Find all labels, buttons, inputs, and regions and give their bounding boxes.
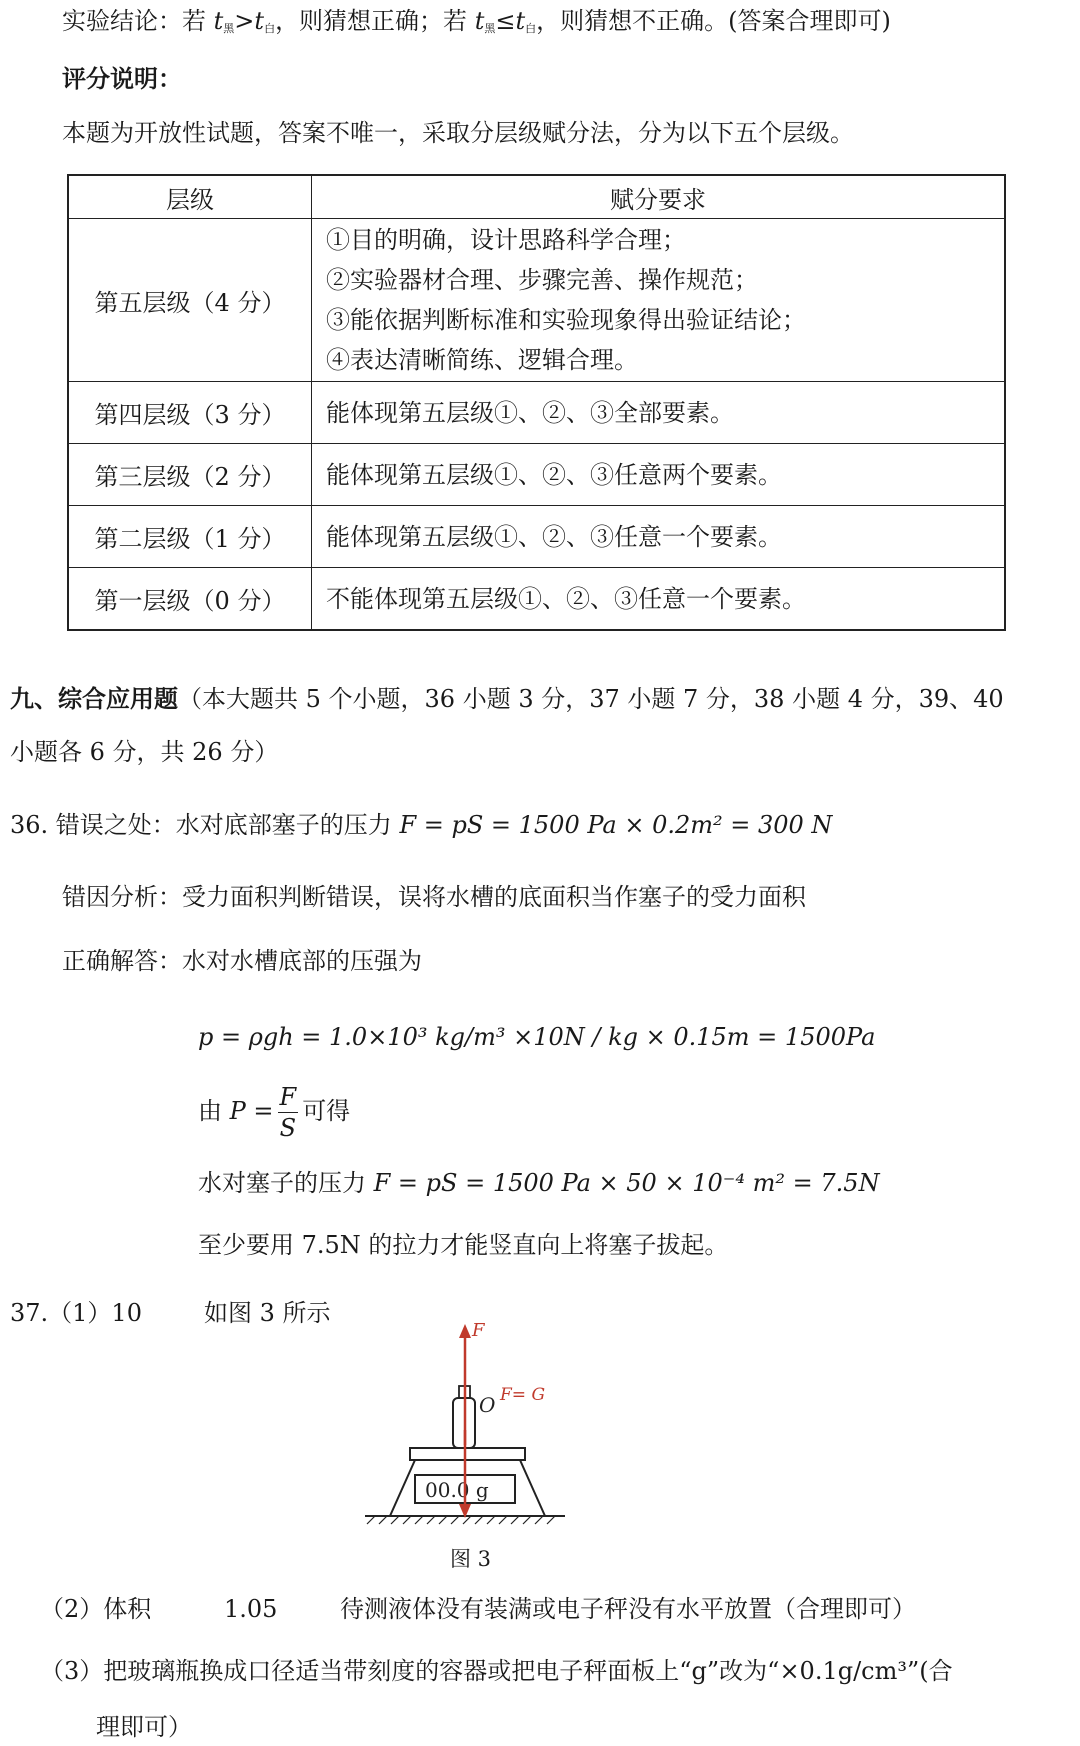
conclusion-line: [62, 4, 891, 46]
table-row: [68, 219, 1005, 382]
requirement-cell: [312, 219, 1006, 382]
scoring-heading: 评分说明：: [62, 64, 182, 93]
section9-desc2: 小题各 6 分，共 26 分）: [10, 738, 279, 766]
fraction-numerator: F: [279, 1083, 297, 1111]
figure-3-diagram: [355, 1320, 595, 1530]
q36-force-prefix: 水对塞子的压力: [198, 1169, 374, 1197]
scale-reading: 00.0 g: [425, 1478, 489, 1502]
conclusion-suffix: ，则猜想不正确。(答案合理即可): [536, 7, 891, 35]
requirement-item: ④表达清晰简练、逻辑合理。: [326, 346, 638, 374]
figure-caption: 图 3: [450, 1547, 492, 1571]
level-cell: 第一层级（0 分）: [68, 568, 312, 631]
t-symbol: t: [213, 7, 224, 35]
section9-desc1: （本大题共 5 个小题，36 小题 3 分，37 小题 7 分，38 小题 4 分，39、40: [178, 685, 1004, 713]
table-row: [68, 444, 1005, 506]
scale-pan: [410, 1448, 525, 1460]
t-symbol: t: [515, 7, 526, 35]
q37-part2-value: 1.05: [224, 1595, 278, 1623]
q37-part1-note: 如图 3 所示: [204, 1299, 331, 1327]
requirement-item: ①目的明确，设计思路科学合理；: [326, 226, 686, 254]
q37-part1: 37.（1）10: [10, 1299, 142, 1327]
label-F: F: [472, 1320, 485, 1341]
requirement-item: ②实验器材合理、步骤完善、操作规范；: [326, 266, 758, 294]
level-cell: 第五层级（4 分）: [68, 219, 312, 382]
table-row: [68, 382, 1005, 444]
q36-force-equation: F = pS = 1500 Pa × 50 × 10⁻⁴ m² = 7.5N: [373, 1169, 880, 1197]
q36-error-label: 36. 错误之处：水对底部塞子的压力: [10, 811, 400, 839]
q36-conclusion: 至少要用 7.5N 的拉力才能竖直向上将塞子拔起。: [198, 1231, 729, 1259]
arrow-F-head: [459, 1324, 471, 1338]
le-sign: ≤: [495, 7, 516, 35]
q36-force-line: [198, 1166, 880, 1200]
scoring-intro: 本题为开放性试题，答案不唯一，采取分层级赋分法，分为以下五个层级。: [62, 119, 854, 147]
grading-table: [67, 174, 1006, 631]
q37-part3-line2: 理即可）: [96, 1713, 192, 1741]
q36-pressure-equation: p = ρgh = 1.0×10³ kg/m³ ×10N / kg × 0.15m = 1500Pa: [198, 1023, 876, 1051]
level-cell: 第三层级（2 分）: [68, 444, 312, 506]
requirement-cell: 能体现第五层级①、②、③任意一个要素。: [312, 506, 1006, 568]
fraction-denominator: S: [279, 1114, 297, 1142]
sub-black: 黑: [484, 22, 496, 35]
level-cell: 第四层级（3 分）: [68, 382, 312, 444]
requirement-item: ③能依据判断标准和实验现象得出验证结论；: [326, 306, 806, 334]
conclusion-mid: ，则猜想正确；若: [275, 7, 475, 35]
fraction-F-over-S: [278, 1082, 299, 1143]
section9-line1: [10, 682, 1004, 716]
level-cell: 第二层级（1 分）: [68, 506, 312, 568]
sub-white: 白: [525, 22, 537, 35]
table-row: [68, 568, 1005, 631]
q37-part2-note: 待测液体没有装满或电子秤没有水平放置（合理即可）: [340, 1595, 916, 1623]
q36-by-line: [198, 1082, 350, 1143]
q36-by-suffix: 可得: [302, 1097, 351, 1125]
section9-title: 九、综合应用题: [10, 684, 178, 713]
q36-analysis: 错因分析：受力面积判断错误，误将水槽的底面积当作塞子的受力面积: [62, 883, 806, 911]
ground-hatch: [367, 1516, 555, 1524]
requirement-cell: 能体现第五层级①、②、③全部要素。: [312, 382, 1006, 444]
q36-error-equation: F = pS = 1500 Pa × 0.2m² = 300 N: [399, 811, 833, 839]
table-header-row: [68, 175, 1005, 219]
table-row: [68, 506, 1005, 568]
header-level: 层级: [68, 175, 312, 219]
gt-sign: >: [234, 7, 255, 35]
q36-correct: 正确解答：水对水槽底部的压强为: [62, 947, 422, 975]
sub-white: 白: [264, 22, 276, 35]
header-requirements: 赋分要求: [312, 175, 1006, 219]
conclusion-prefix: 实验结论：若: [62, 7, 214, 35]
requirement-cell: 不能体现第五层级①、②、③任意一个要素。: [312, 568, 1006, 631]
sub-black: 黑: [223, 22, 235, 35]
requirement-cell: 能体现第五层级①、②、③任意两个要素。: [312, 444, 1006, 506]
q36-by-P: P =: [229, 1097, 274, 1125]
q36-error-line: [10, 808, 832, 842]
t-symbol: t: [254, 7, 265, 35]
label-F-equals-G: F= G: [500, 1385, 546, 1405]
label-O: O: [479, 1393, 496, 1417]
q36-by-prefix: 由: [198, 1097, 230, 1125]
q37-part3-line1: （3）把玻璃瓶换成口径适当带刻度的容器或把电子秤面板上“g”改为“×0.1g/cm³”(合: [40, 1657, 953, 1685]
t-symbol: t: [474, 7, 485, 35]
q37-part2-prefix: （2）体积: [40, 1595, 152, 1623]
